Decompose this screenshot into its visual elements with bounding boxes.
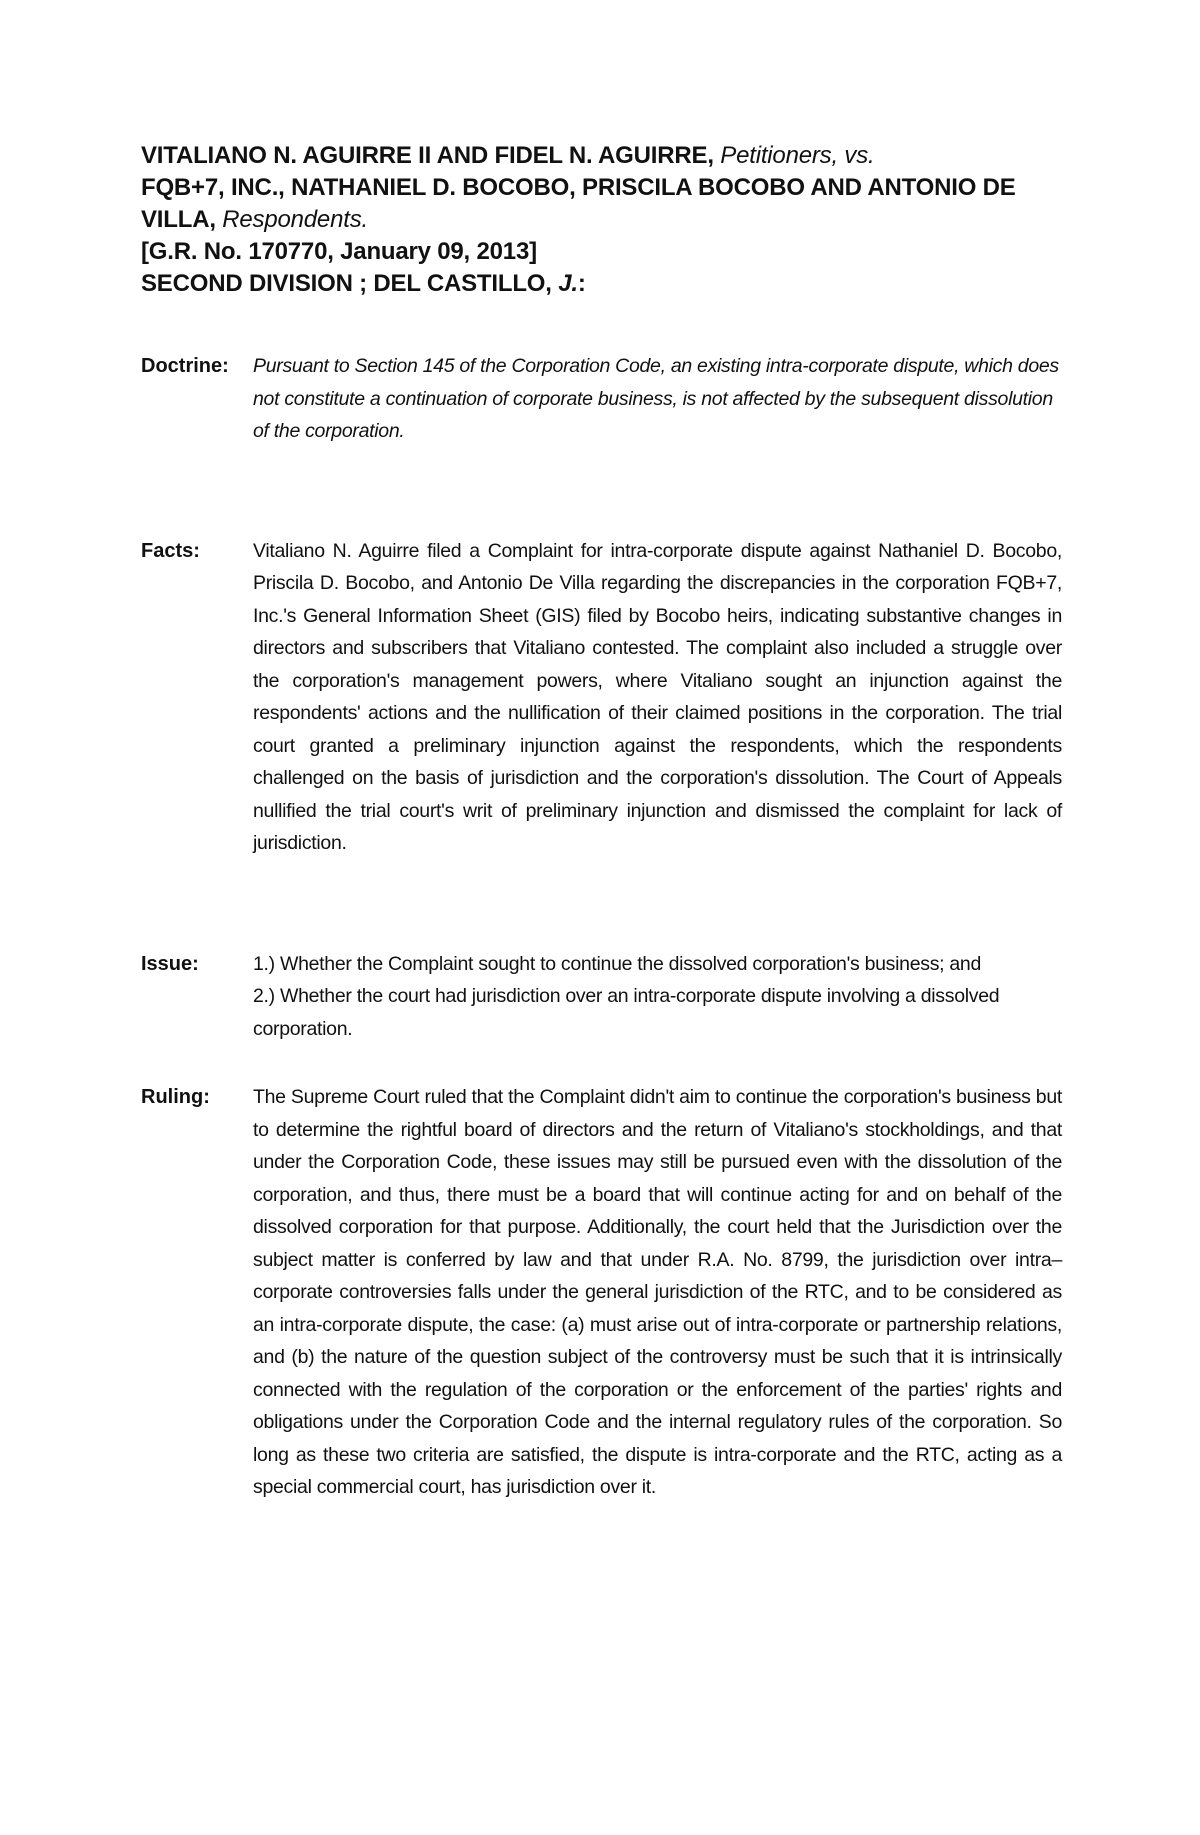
- division-text: SECOND DIVISION ; DEL CASTILLO,: [141, 270, 552, 297]
- caption-respondents-line: [141, 172, 1062, 236]
- respondents-names: FQB+7, INC., NATHANIEL D. BOCOBO, PRISCILA BOCOBO AND ANTONIO DE VILLA,: [141, 174, 1016, 233]
- ruling-text: The Supreme Court ruled that the Complaint didn't aim to continue the corporation's business but to determine the rightful board of directors and the return of Vitaliano's stockholdings, and that under the Corporation Code, these issues may still be pursued even with the dissolution of the corporation, and thus, there must be a board that will continue acting for and on behalf of the dissolved corporation for that purpose. Additionally, the court held that the Jurisdiction over the subject matter is conferred by law and that under R.A. No. 8799, the jurisdiction over intra–corporate controversies falls under the general jurisdiction of the RTC, and to be considered as an intra-corporate dispute, the case: (a) must arise out of intra-corporate or partnership relations, and (b) the nature of the question subject of the controversy must be such that it is intrinsically connected with the regulation of the corporation or the enforcement of the parties' rights and obligations under the Corporation Code and the internal regulatory rules of the corporation. So long as these two criteria are satisfied, the dispute is intra-corporate and the RTC, acting as a special commercial court, has jurisdiction over it.: [253, 1086, 1062, 1498]
- issue-label: Issue:: [141, 952, 199, 975]
- issue-list: [253, 948, 1062, 1046]
- doctrine-label: Doctrine:: [141, 355, 229, 377]
- issue-section: [141, 948, 1062, 1046]
- judge-suffix: J.: [558, 270, 578, 297]
- facts-label: Facts:: [141, 539, 200, 562]
- petitioners-role: Petitioners, vs.: [720, 142, 875, 169]
- facts-section: [141, 535, 1062, 860]
- doctrine-section: [141, 350, 1062, 448]
- division-line: [141, 268, 1062, 300]
- doctrine-text: Pursuant to Section 145 of the Corporation Code, an existing intra-corporate dispute, which does not constitute a continuation of corporate business, is not affected by the subsequent dissolution of the corporation.: [253, 355, 1059, 442]
- ruling-section: [141, 1081, 1062, 1504]
- issue-item-1: 1.) Whether the Complaint sought to continue the dissolved corporation's business; and: [253, 952, 982, 975]
- respondents-role: Respondents.: [222, 206, 368, 233]
- facts-text: Vitaliano N. Aguirre filed a Complaint for intra-corporate dispute against Nathaniel D. Bocobo, Priscila D. Bocobo, and Antonio De Villa regarding the discrepancies in the corporation FQB+7, Inc.'s General Information Sheet (GIS) filed by Bocobo heirs, indicating substantive changes in directors and subscribers that Vitaliano contested. The complaint also included a struggle over the corporation's management powers, where Vitaliano sought an injunction against the respondents' actions and the nullification of their claimed positions in the corporation. The trial court granted a preliminary injunction against the respondents, which the respondents challenged on the basis of jurisdiction and the corporation's dissolution. The Court of Appeals nullified the trial court's writ of preliminary injunction and dismissed the complaint for lack of jurisdiction.: [253, 539, 1062, 854]
- gr-number: [G.R. No. 170770, January 09, 2013]: [141, 238, 537, 265]
- ruling-label: Ruling:: [141, 1086, 210, 1108]
- case-caption: [141, 140, 1062, 300]
- issue-item-2: 2.) Whether the court had jurisdiction over an intra-corporate dispute involving a dissolved corporation.: [253, 985, 1000, 1040]
- caption-petitioners-line: [141, 140, 1062, 172]
- petitioners-names: VITALIANO N. AGUIRRE II AND FIDEL N. AGUIRRE,: [141, 142, 714, 169]
- division-colon: :: [577, 270, 586, 297]
